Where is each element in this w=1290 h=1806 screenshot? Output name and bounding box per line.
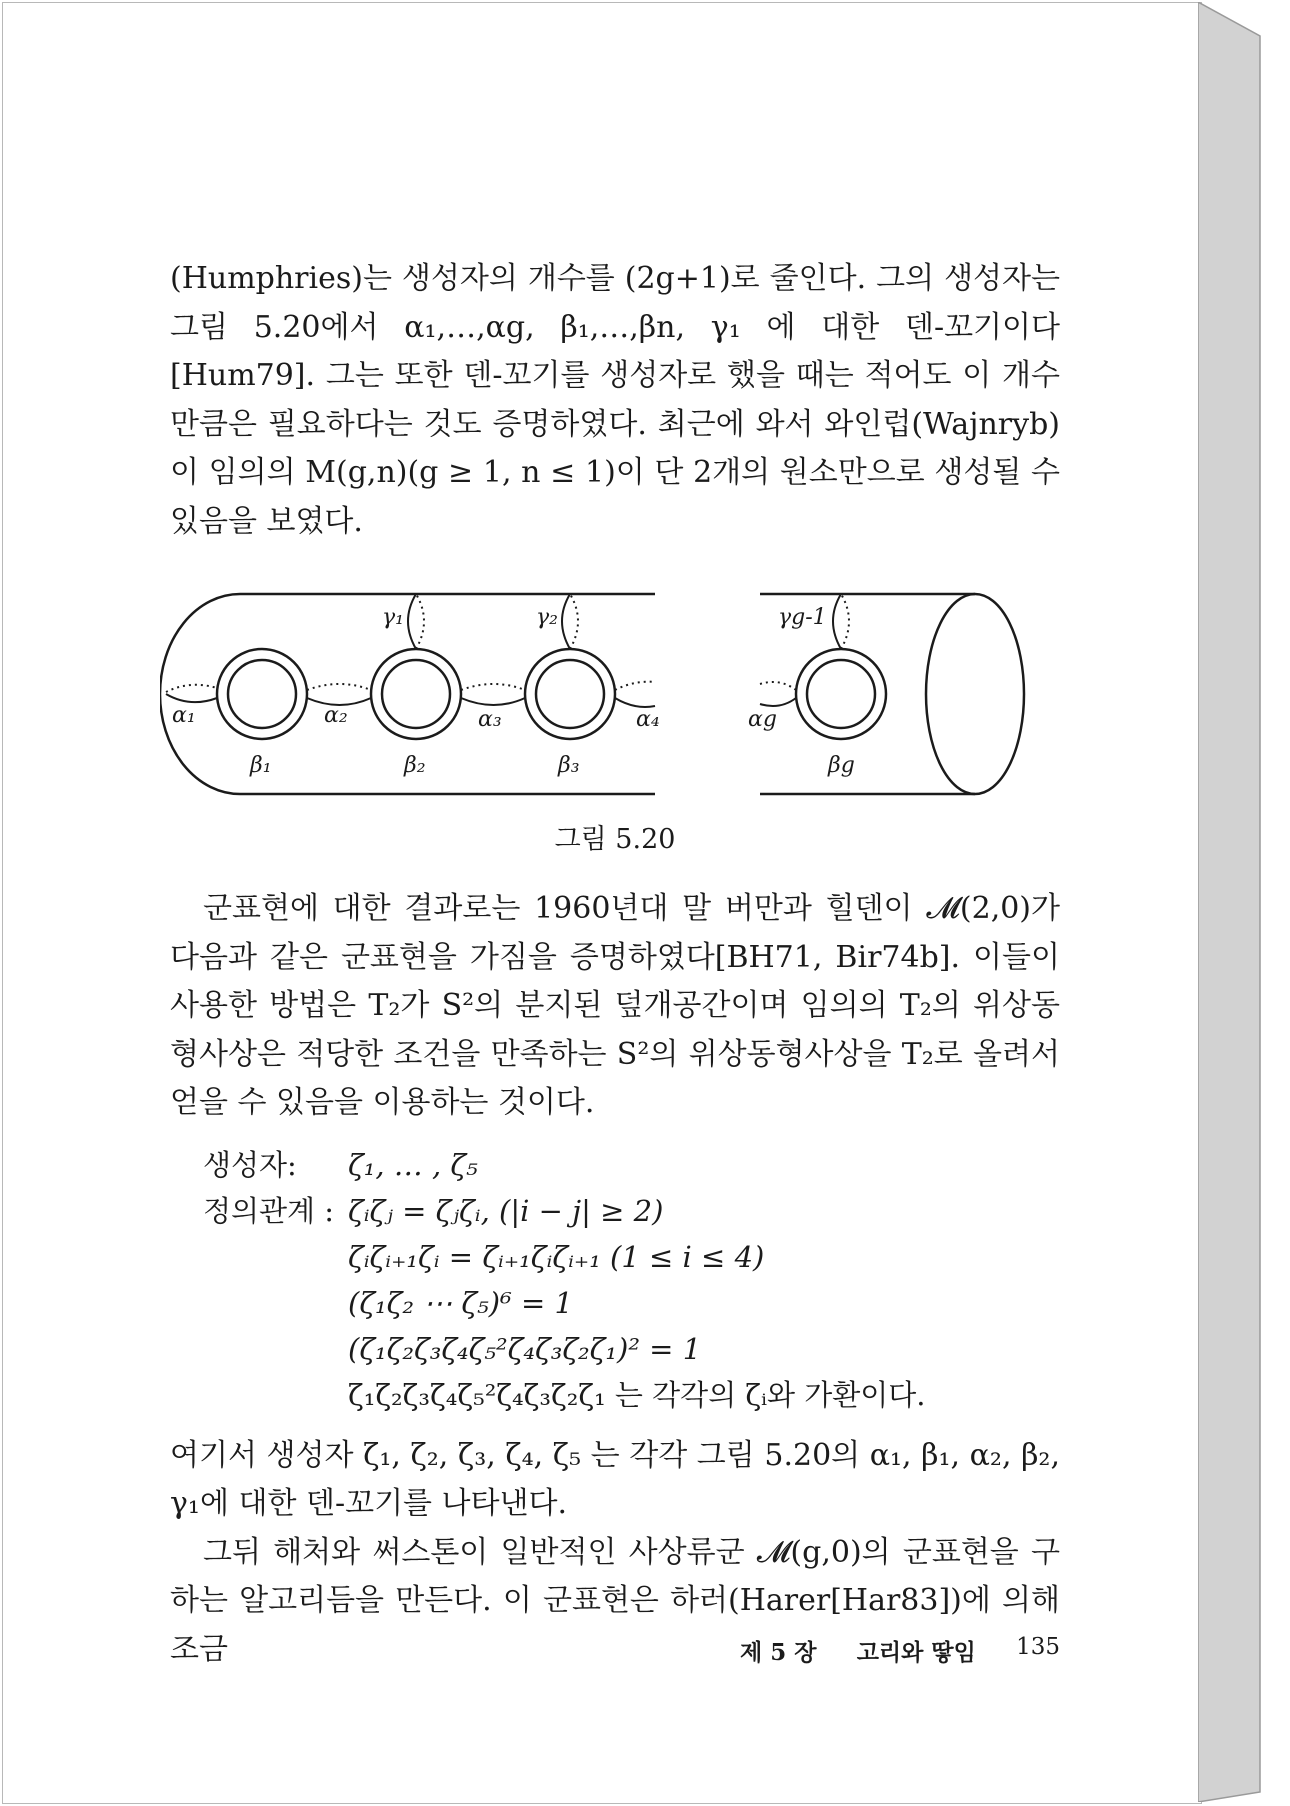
generators-value: ζ₁, … , ζ₅ [348, 1147, 478, 1182]
label-beta2: β₂ [404, 753, 426, 778]
label-alpha2: α₂ [324, 703, 348, 728]
relations-label: 정의관계 : [203, 1193, 335, 1228]
page-footer [740, 1634, 1060, 1667]
paragraph-2: 군표현에 대한 결과로는 1960년대 말 버만과 힐덴이 𝓜(2,0)가 다음과 같은 군표현을 가짐을 증명하였다[BH71, Bir74b]. 이들이 사용한 방법은 T₂가 S²의 분지된 덮개공간이며 임의의 T₂의 위상동형사상은 적당한 조건을 만족하는 S²의 위상동형사상을 T₂로 올려서 얻을 수 있음을 이용하는 것이다. [170, 891, 1060, 1120]
paragraph-1: (Humphries)는 생성자의 개수를 (2g+1)로 줄인다. 그의 생성자는 그림 5.20에서 α₁,…,αg, β₁,…,βn, γ₁ 에 대한 덴-꼬기이다[Hum79]. 그는 또한 덴-꼬기를 생성자로 했을 때는 적어도 이 개수만큼은 필요하다는 것도 증명하였다. 최근에 와서 와인럽(Wajnryb)이 임의의 M(g,n)(g ≥ 1, n ≤ 1)이 단 2개의 원소만으로 생성될 수 있음을 보였다. [170, 261, 1060, 539]
relation-2: ζᵢζᵢ₊₁ζᵢ = ζᵢ₊₁ζᵢζᵢ₊₁ (1 ≤ i ≤ 4) [348, 1239, 765, 1274]
label-beta1: β₁ [250, 753, 272, 778]
label-beta-g: βg [828, 753, 855, 778]
group-presentation [203, 1142, 1060, 1418]
generators-label: 생성자: [203, 1147, 297, 1182]
relation-3: (ζ₁ζ₂ ⋯ ζ₅)⁶ = 1 [348, 1285, 573, 1320]
label-gamma2: γ₂ [536, 605, 558, 630]
label-alpha-g: αg [748, 707, 777, 732]
figure-5-20 [160, 576, 1060, 801]
page-number: 135 [1016, 1634, 1060, 1660]
relation-1: ζᵢζⱼ = ζⱼζᵢ, (|i − j| ≥ 2) [348, 1193, 664, 1228]
surface-diagram [160, 576, 1060, 801]
footer-title: 고리와 땋임 [856, 1639, 976, 1666]
page-stack-edge [1198, 2, 1288, 1802]
figure-caption: 그림 5.20 [554, 824, 676, 855]
page-body [170, 255, 1060, 1674]
label-alpha1: α₁ [172, 703, 196, 728]
label-gamma1: γ₁ [382, 605, 404, 630]
relation-4: (ζ₁ζ₂ζ₃ζ₄ζ₅²ζ₄ζ₃ζ₂ζ₁)² = 1 [348, 1331, 702, 1366]
label-beta3: β₃ [558, 753, 580, 778]
label-gamma-g-1: γg-1 [778, 605, 827, 630]
relation-5: ζ₁ζ₂ζ₃ζ₄ζ₅²ζ₄ζ₃ζ₂ζ₁ 는 각각의 ζᵢ와 가환이다. [348, 1377, 926, 1412]
footer-chapter: 제 5 장 [740, 1639, 817, 1666]
label-alpha3: α₃ [478, 707, 502, 732]
label-alpha4: α₄ [636, 707, 660, 732]
paragraph-3: 여기서 생성자 ζ₁, ζ₂, ζ₃, ζ₄, ζ₅ 는 각각 그림 5.20의 α₁, β₁, α₂, β₂, γ₁에 대한 덴-꼬기를 나타낸다. [170, 1437, 1060, 1521]
paragraph-4: 그뒤 해처와 써스톤이 일반적인 사상류군 𝓜(g,0)의 군표현을 구하는 알고리듬을 만든다. 이 군표현은 하러(Harer[Har83])에 의해 조금 [170, 1534, 1060, 1667]
